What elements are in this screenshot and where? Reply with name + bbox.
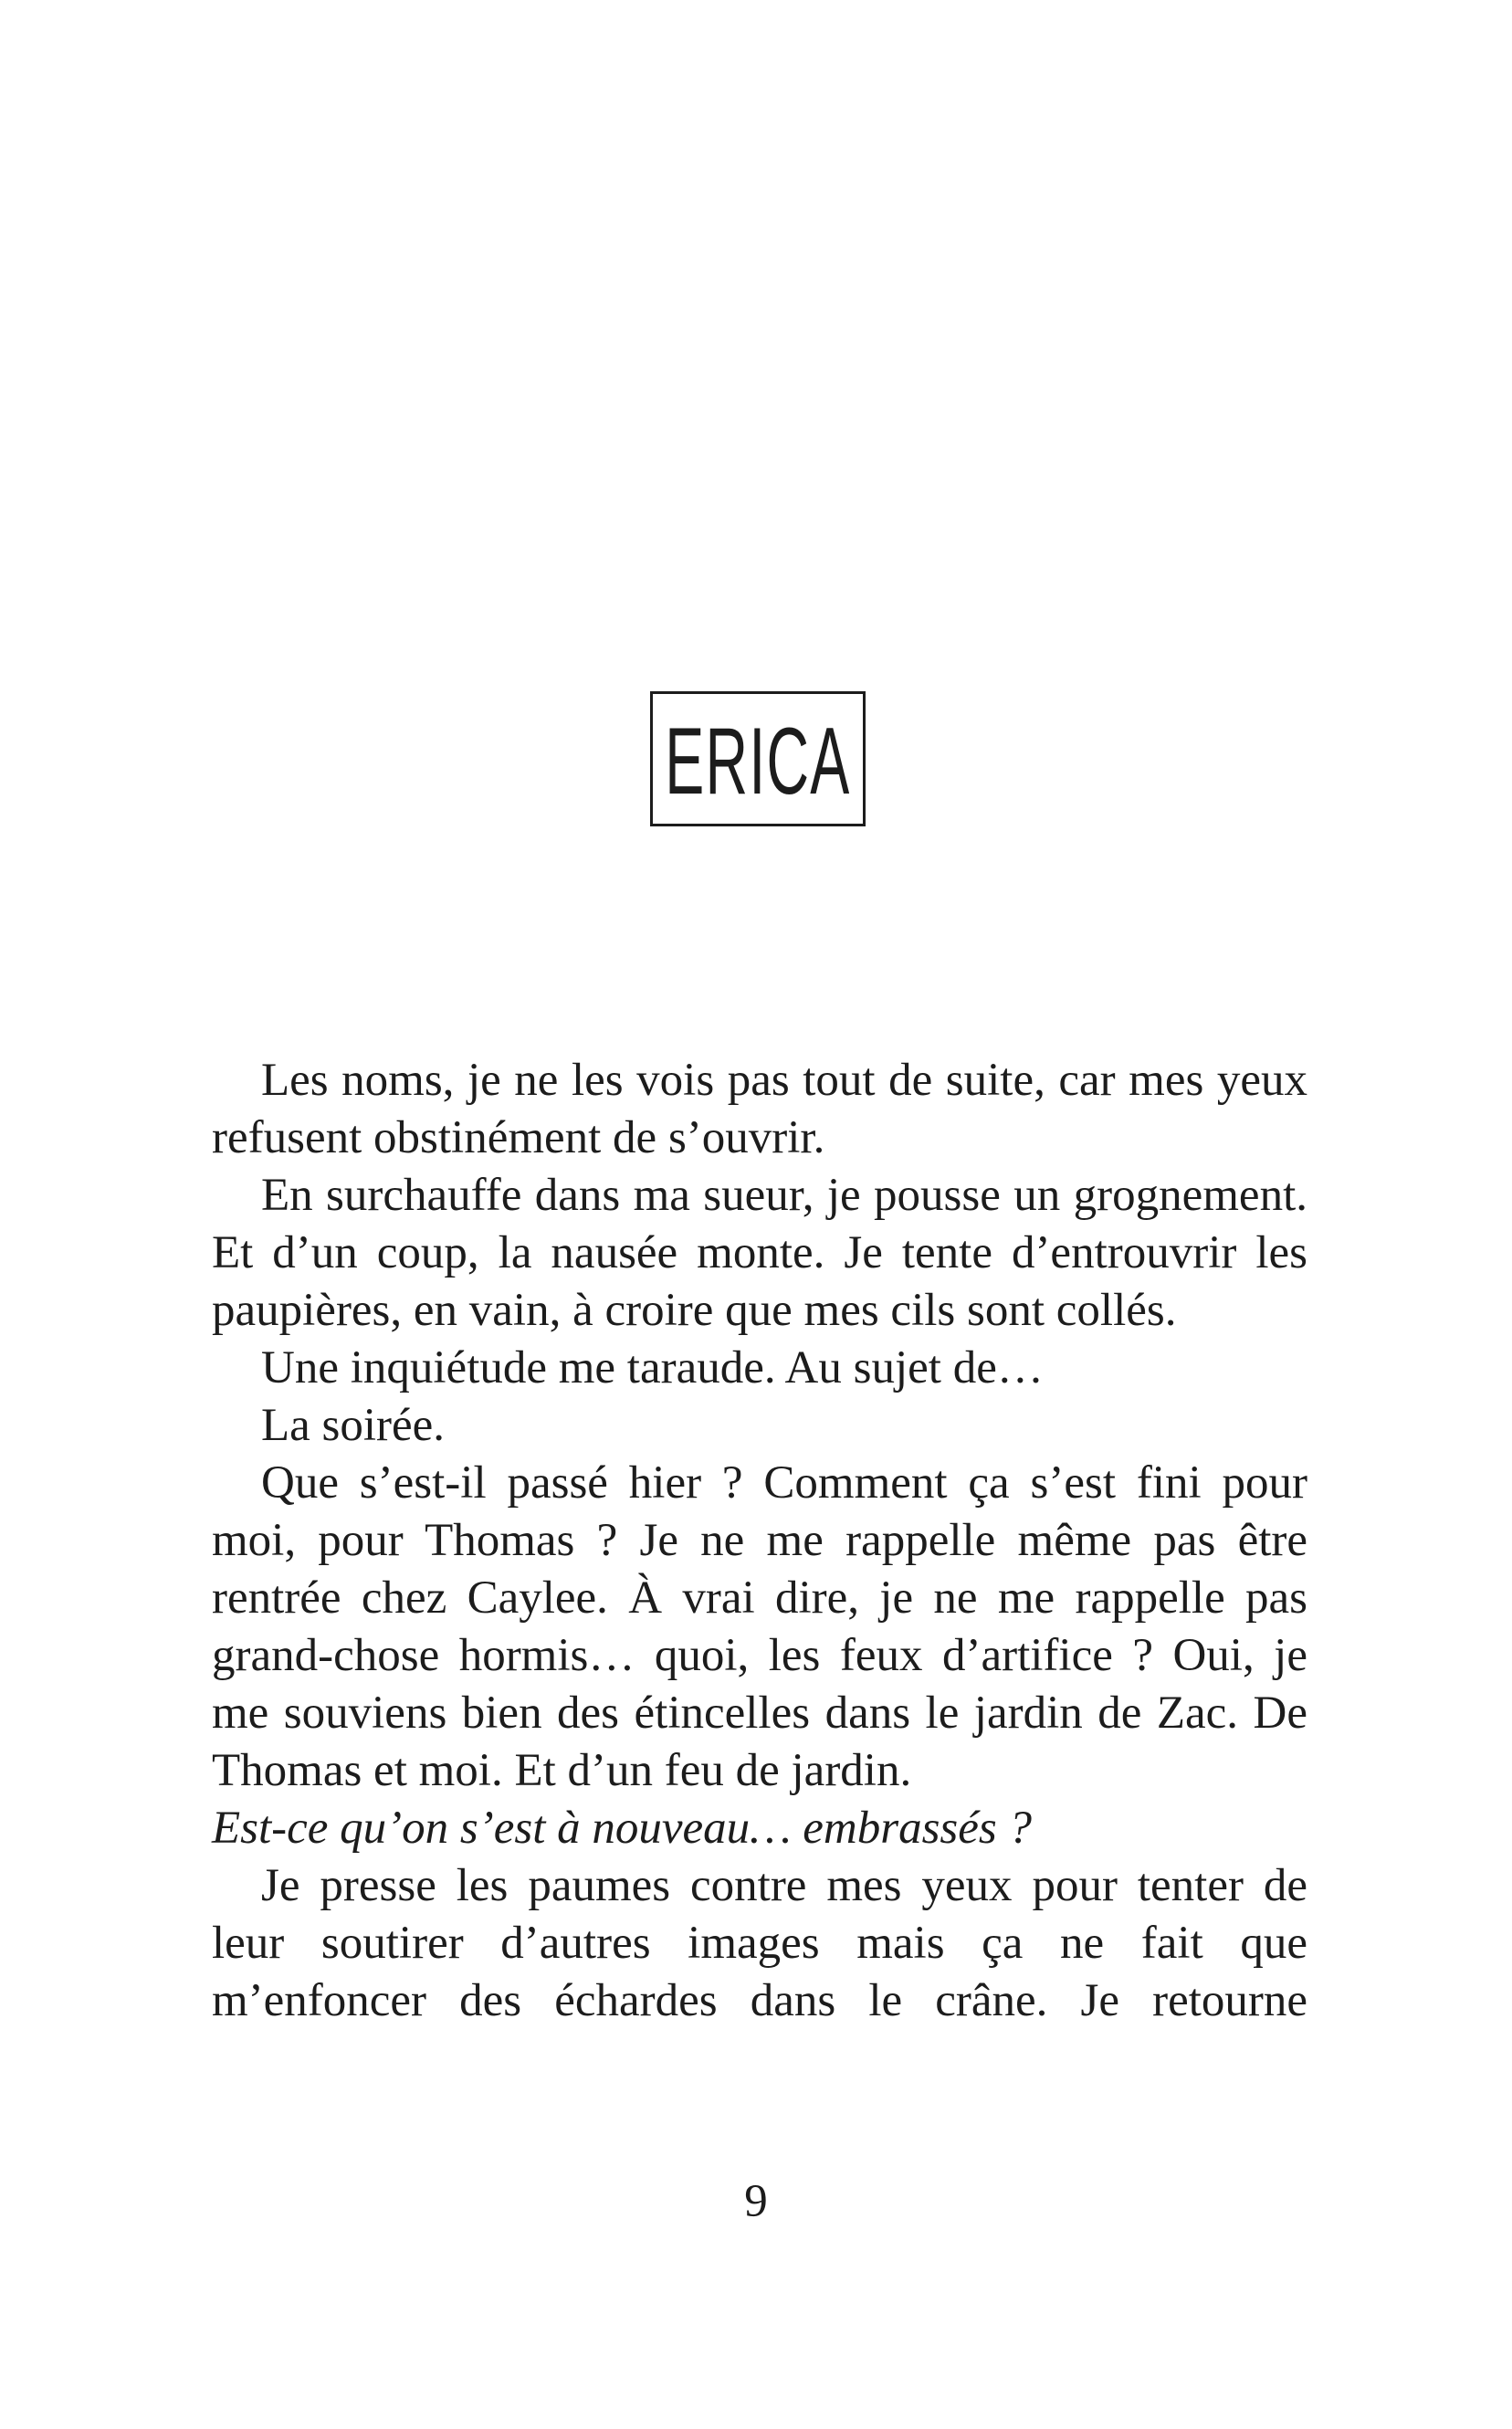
paragraph: Que s’est-il passé hier ? Comment ça s’est fini pour moi, pour Thomas ? Je ne me rappelle même pas être rentrée chez Caylee. À vrai dire, je ne me rappelle pas grand-chose hormis… quoi, les feux d’artifice ? Oui, je me souviens bien des étincelles dans le jardin de Zac. De Thomas et moi. Et d’un feu de jardin.	[212, 1457, 1307, 1796]
paragraph: La soirée.	[261, 1400, 446, 1451]
italic-thought: Est-ce qu’on s’est à nouveau… embrassés ?	[212, 1803, 1033, 1854]
paragraph: En surchauffe dans ma sueur, je pousse un grognement. Et d’un coup, la nausée monte. Je tente d’entrouvrir les paupières, en vain, à croire que mes cils sont collés.	[212, 1170, 1307, 1336]
paragraph: Une inquiétude me taraude. Au sujet de…	[261, 1342, 1044, 1393]
paragraph-italic	[212, 1800, 1307, 1857]
chapter-heading-box	[650, 691, 866, 826]
paragraph: Je presse les paumes contre mes yeux pour tenter de leur soutirer d’autres images mais ça ne fait que m’enfoncer des échardes dans le crâne. Je retourne	[212, 1860, 1307, 2026]
chapter-title: ERICA	[665, 709, 851, 815]
page-number: 9	[744, 2176, 768, 2227]
body-text	[212, 1052, 1307, 2030]
paragraph: Les noms, je ne les vois pas tout de suite, car mes yeux refusent obstinément de s’ouvrir.	[212, 1055, 1307, 1163]
